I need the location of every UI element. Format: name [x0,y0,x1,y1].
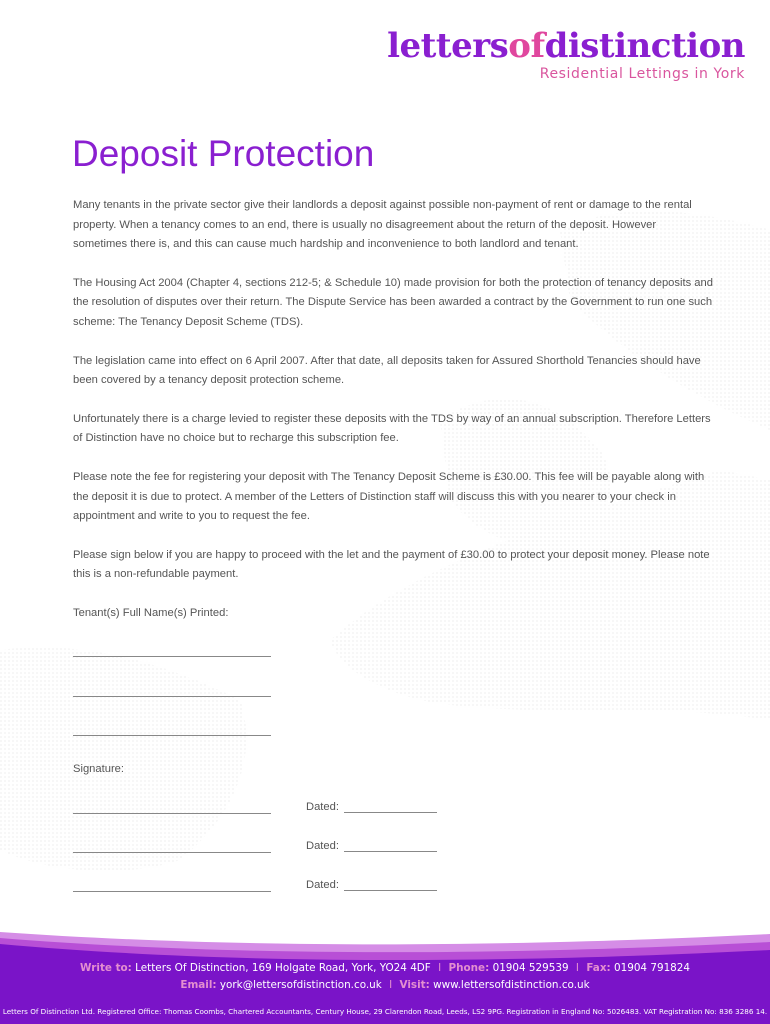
footer-phone: 01904 529539 [492,962,569,974]
dated-line[interactable] [344,812,437,813]
paragraph-housing-act: The Housing Act 2004 (Chapter 4, sections 212-5; & Schedule 10) made provision for both the protection of tenancy deposits and the resolution of disputes over their return. The Dispute Service has been awarded a contract by the Government to run one such scheme: The Tenancy Deposit Scheme (TDS). [73,276,713,328]
signature-line-2[interactable] [73,852,271,853]
logo-wordmark: lettersofdistinction [387,26,745,66]
dated-line[interactable] [344,851,437,852]
footer-legal: Letters Of Distinction Ltd. Registered Office: Thomas Coombs, Chartered Accountants, Century House, 29 Clarendon Road, Leeds, LS2 9PG. Registration in England No: 5026483. VAT Registration No: 836 3286 14. [2,1007,768,1016]
footer-website-link[interactable]: www.lettersofdistinction.co.uk [433,979,590,991]
tenant-name-line-2[interactable] [73,696,271,697]
footer-contact [0,960,770,1019]
dated-line[interactable] [344,890,437,891]
footer-address-line: Write to: Letters Of Distinction, 169 Holgate Road, York, YO24 4DF I Phone: 01904 529539 I Fax: 01904 791824 [79,962,691,974]
page-title: Deposit Protection [72,133,375,174]
dated-label: Dated: [306,840,339,852]
tenant-name-line-3[interactable] [73,735,271,736]
body-text [73,196,713,604]
dated-field-3[interactable] [306,879,437,891]
signature-label: Signature: [73,763,124,775]
tenant-name-line-1[interactable] [73,656,271,657]
logo-tagline: Residential Lettings in York [539,66,745,82]
dated-field-2[interactable] [306,840,437,852]
signature-line-3[interactable] [73,891,271,892]
paragraph-sign: Please sign below if you are happy to proceed with the let and the payment of £30.00 to protect your deposit money. Please note this is a non-refundable payment. [73,548,710,581]
footer-email-link[interactable]: york@lettersofdistinction.co.uk [219,979,382,991]
paragraph-charge: Unfortunately there is a charge levied to register these deposits with the TDS by way of an annual subscription. Therefore Letters of Distinction have no choice but to recharge this subscription fee. [73,412,711,445]
signature-line-1[interactable] [73,813,271,814]
dated-label: Dated: [306,879,339,891]
footer-address: Letters Of Distinction, 169 Holgate Road, York, YO24 4DF [135,962,431,974]
dated-label: Dated: [306,801,339,813]
paragraph-fee: Please note the fee for registering your deposit with The Tenancy Deposit Scheme is £30.00. This fee will be payable along with the deposit it is due to protect. A member of the Letters of Distinction staff will discuss this with you nearer to your check in appointment and write to you to request the fee. [73,471,705,523]
tenant-names-label: Tenant(s) Full Name(s) Printed: [73,607,229,619]
footer-web-line: Email: york@lettersofdistinction.co.uk I Visit: www.lettersofdistinction.co.uk [180,979,590,991]
dated-field-1[interactable] [306,801,437,813]
company-logo [387,26,745,82]
paragraph-legislation: The legislation came into effect on 6 April 2007. After that date, all deposits taken for Assured Shorthold Tenancies should have been covered by a tenancy deposit protection scheme. [73,354,701,387]
paragraph-intro: Many tenants in the private sector give their landlords a deposit against possible non-payment of rent or damage to the rental property. When a tenancy comes to an end, there is usually no disagreement about the return of the deposit. However sometimes there is, and this can cause much hardship and inconvenience to both landlord and tenant. [73,199,692,250]
footer-fax: 01904 791824 [613,962,691,974]
